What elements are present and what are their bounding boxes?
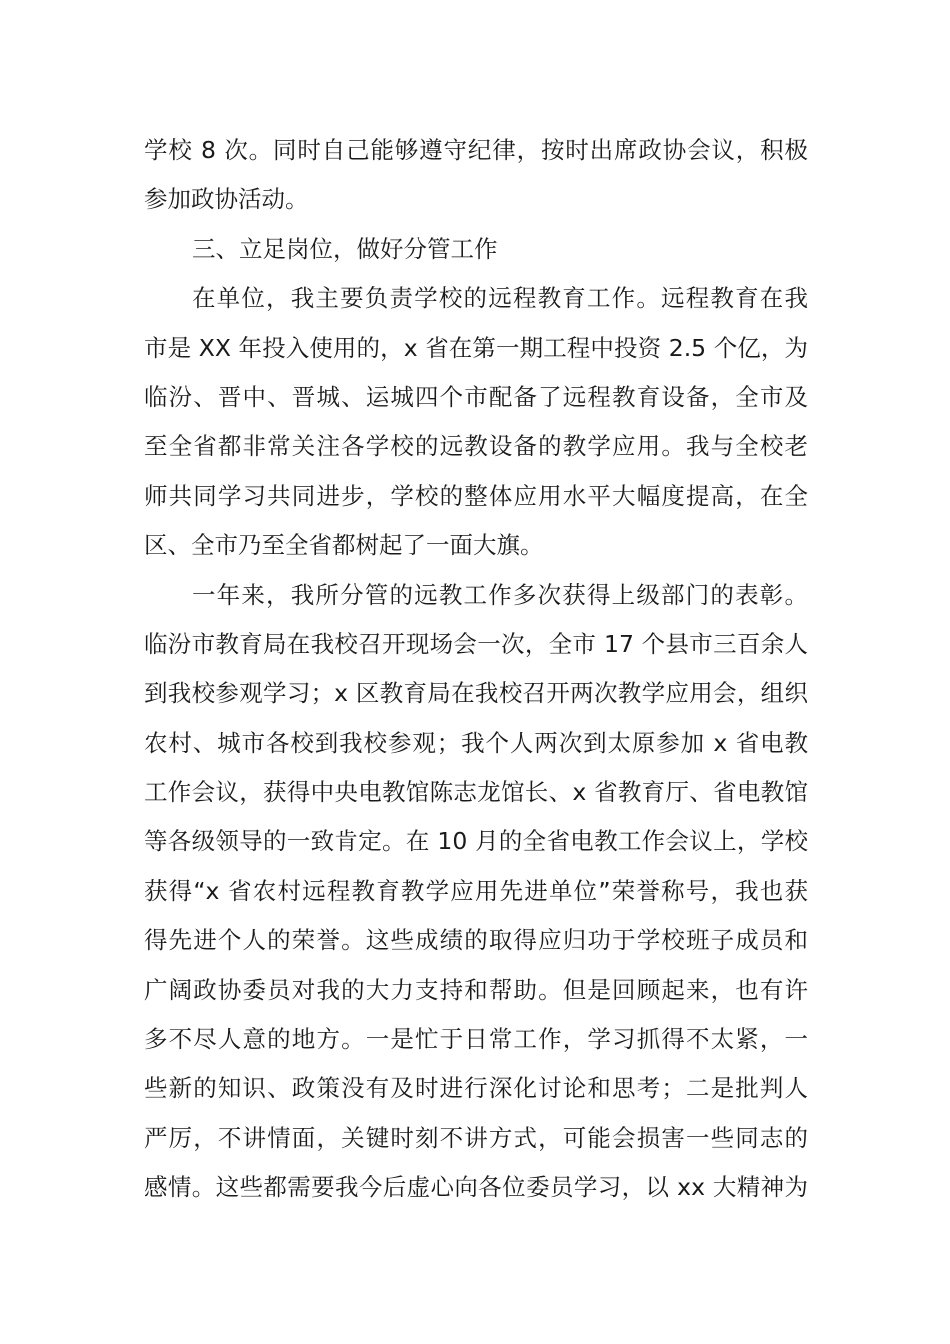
text-line: 区、全市乃至全省都树起了一面大旗。 xyxy=(144,531,544,560)
text-line: 些新的知识、政策没有及时进行深化讨论和思考；二是批判人 xyxy=(144,1074,808,1103)
text-line: 得先进个人的荣誉。这些成绩的取得应归功于学校班子成员和 xyxy=(144,926,808,955)
text-line: 多不尽人意的地方。一是忙于日常工作，学习抓得不太紧，一 xyxy=(144,1025,808,1054)
text-line: 参加政协活动。 xyxy=(144,185,309,214)
text-line: 师共同学习共同进步，学校的整体应用水平大幅度提高，在全 xyxy=(144,481,808,510)
text-line: 等各级领导的一致肯定。在 10 月的全省电教工作会议上，学校 xyxy=(144,827,808,856)
text-line: 感情。这些都需要我今后虚心向各位委员学习，以 xx 大精神为 xyxy=(144,1173,808,1202)
text-line: 到我校参观学习；x 区教育局在我校召开两次教学应用会，组织 xyxy=(144,679,808,708)
text-line: 三、立足岗位，做好分管工作 xyxy=(192,234,498,263)
text-line: 获得“x 省农村远程教育教学应用先进单位”荣誉称号，我也获 xyxy=(144,876,808,905)
text-line: 学校 8 次。同时自己能够遵守纪律，按时出席政协会议，积极 xyxy=(144,136,808,164)
text-line: 临汾市教育局在我校召开现场会一次，全市 17 个县市三百余人 xyxy=(144,629,808,658)
text-line: 至全省都非常关注各学校的远教设备的教学应用。我与全校老 xyxy=(144,432,808,461)
document-body xyxy=(144,126,808,1213)
text-line: 广阔政协委员对我的大力支持和帮助。但是回顾起来，也有许 xyxy=(144,975,808,1004)
text-line: 市是 XX 年投入使用的，x 省在第一期工程中投资 2.5 个亿，为 xyxy=(144,333,808,362)
text-line: 农村、城市各校到我校参观；我个人两次到太原参加 x 省电教 xyxy=(144,728,808,757)
text-line: 在单位，我主要负责学校的远程教育工作。远程教育在我 xyxy=(192,284,808,313)
text-line: 严厉，不讲情面，关键时刻不讲方式，可能会损害一些同志的 xyxy=(144,1123,808,1152)
text-line: 一年来，我所分管的远教工作多次获得上级部门的表彰。 xyxy=(192,580,808,609)
text-line: 临汾、晋中、晋城、运城四个市配备了远程教育设备，全市及 xyxy=(144,382,808,411)
text-line: 工作会议，获得中央电教馆陈志龙馆长、x 省教育厅、省电教馆 xyxy=(144,778,808,807)
